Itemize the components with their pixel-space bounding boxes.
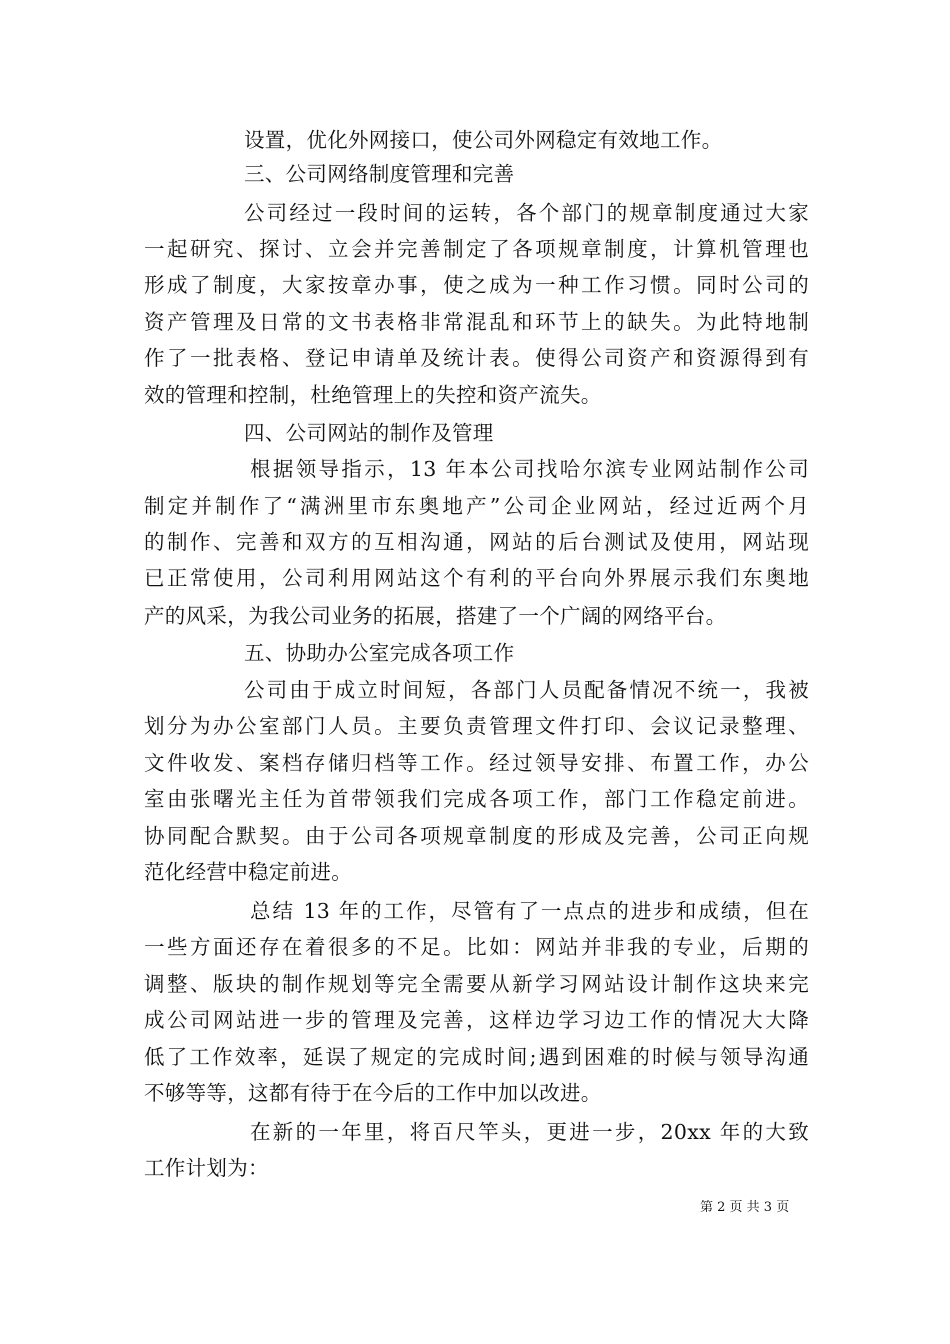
paragraph-line: 的制作、完善和双方的互相沟通，网站的后台测试及使用，网站现 (144, 530, 809, 554)
paragraph-line: 设置，优化外网接口，使公司外网稳定有效地工作。 (244, 128, 723, 152)
section-heading-4: 四、公司网站的制作及管理 (244, 421, 494, 445)
paragraph-line: 已正常使用，公司利用网站这个有利的平台向外界展示我们东奥地 (144, 566, 809, 590)
paragraph-line: 一些方面还存在着很多的不足。比如：网站并非我的专业，后期的 (144, 935, 809, 959)
paragraph-line: 一起研究、探讨、立会并完善制定了各项规章制度，计算机管理也 (144, 237, 809, 261)
paragraph-line: 制定并制作了“满洲里市东奥地产”公司企业网站，经过近两个月 (144, 494, 809, 518)
paragraph-line: 文件收发、案档存储归档等工作。经过领导安排、布置工作，办公 (144, 751, 809, 775)
paragraph-line: 低了工作效率，延误了规定的完成时间;遇到困难的时候与领导沟通 (144, 1045, 809, 1069)
section-heading-5: 五、协助办公室完成各项工作 (244, 641, 515, 665)
paragraph-line: 调整、版块的制作规划等完全需要从新学习网站设计制作这块来完 (144, 972, 809, 996)
paragraph-line: 资产管理及日常的文书表格非常混乱和环节上的缺失。为此特地制 (144, 310, 809, 334)
paragraph-line: 成公司网站进一步的管理及完善，这样边学习边工作的情况大大降 (144, 1008, 809, 1032)
paragraph-line: 作了一批表格、登记申请单及统计表。使得公司资产和资源得到有 (144, 346, 809, 370)
paragraph-line: 形成了制度，大家按章办事，使之成为一种工作习惯。同时公司的 (144, 273, 809, 297)
paragraph-line: 室由张曙光主任为首带领我们完成各项工作，部门工作稳定前进。 (144, 787, 809, 811)
paragraph-line: 效的管理和控制，杜绝管理上的失控和资产流失。 (144, 383, 602, 407)
paragraph-line: 范化经营中稳定前进。 (144, 860, 352, 884)
paragraph-line: 根据领导指示，13 年本公司找哈尔滨专业网站制作公司 (250, 457, 809, 481)
section-heading-3: 三、公司网络制度管理和完善 (244, 162, 515, 186)
paragraph-line: 产的风采，为我公司业务的拓展，搭建了一个广阔的网络平台。 (144, 604, 727, 628)
paragraph-line: 划分为办公室部门人员。主要负责管理文件打印、会议记录整理、 (144, 714, 809, 738)
paragraph-line: 在新的一年里，将百尺竿头，更进一步，20xx 年的大致 (250, 1120, 809, 1144)
paragraph-line: 公司经过一段时间的运转，各个部门的规章制度通过大家 (244, 201, 809, 225)
page-number-footer: 第 2 页 共 3 页 (700, 1200, 790, 1215)
paragraph-line: 工作计划为： (144, 1156, 269, 1180)
paragraph-line: 协同配合默契。由于公司各项规章制度的形成及完善，公司正向规 (144, 824, 809, 848)
paragraph-line: 公司由于成立时间短，各部门人员配备情况不统一，我被 (244, 678, 809, 702)
paragraph-line: 不够等等，这都有待于在今后的工作中加以改进。 (144, 1081, 602, 1105)
paragraph-line: 总结 13 年的工作，尽管有了一点点的进步和成绩，但在 (250, 899, 809, 923)
